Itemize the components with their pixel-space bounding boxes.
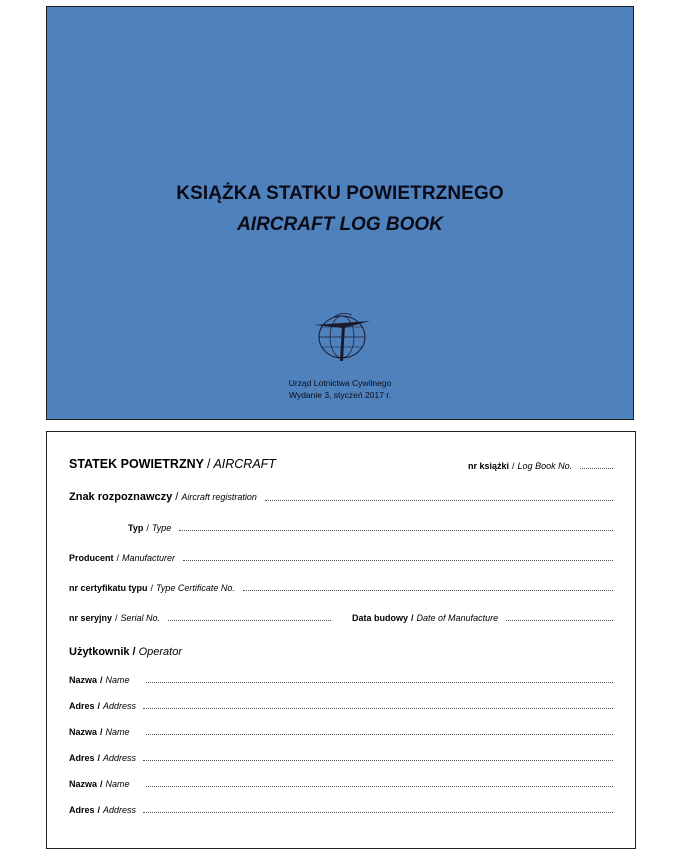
operator-address-field-3[interactable] xyxy=(143,812,613,813)
manufacturer-label-en: Manufacturer xyxy=(122,553,176,563)
operator-name-label-en: Name xyxy=(105,779,130,789)
operator-address-row-3: Adres / Address xyxy=(69,805,613,815)
operator-title-en: Operator xyxy=(138,646,182,658)
logbook-no-label-en: Log Book No. xyxy=(517,461,573,471)
operator-name-field-3[interactable] xyxy=(146,786,613,787)
operator-address-row-2: Adres / Address xyxy=(69,753,613,763)
serial-row: nr seryjny / Serial No. xyxy=(69,613,331,623)
operator-name-label-en: Name xyxy=(105,727,130,737)
operator-name-field-1[interactable] xyxy=(146,682,613,683)
operator-name-label-pl: Nazwa xyxy=(69,675,98,685)
operator-address-label-en: Address xyxy=(103,701,137,711)
cover-edition: Wydanie 3, styczeń 2017 r. xyxy=(289,390,391,400)
manufacturer-field[interactable] xyxy=(183,560,613,561)
type-certificate-label-pl: nr certyfikatu typu xyxy=(69,583,148,593)
operator-name-label-en: Name xyxy=(105,675,130,685)
operator-address-field-2[interactable] xyxy=(143,760,613,761)
type-field[interactable] xyxy=(179,530,613,531)
operator-address-label-pl: Adres xyxy=(69,753,95,763)
operator-address-label-en: Address xyxy=(103,753,137,763)
cover-title: KSIĄŻKA STATKU POWIETRZNEGO xyxy=(176,183,504,204)
registration-label-pl: Znak rozpoznawczy xyxy=(69,491,173,503)
cover-subtitle: AIRCRAFT LOG BOOK xyxy=(237,214,443,235)
operator-heading: Użytkownik / Operator xyxy=(69,646,182,658)
logbook-no-field[interactable] xyxy=(580,468,613,469)
date-of-manufacture-field[interactable] xyxy=(506,620,613,621)
date-of-manufacture-label-pl: Data budowy xyxy=(352,613,409,623)
cover-authority: Urząd Lotnictwa Cywilnego xyxy=(288,378,392,388)
civil-aviation-authority-logo-icon xyxy=(312,307,372,363)
type-row: Typ / Type xyxy=(128,523,613,533)
registration-row: Znak rozpoznawczy / Aircraft registration xyxy=(69,491,613,503)
operator-address-row-1: Adres / Address xyxy=(69,701,613,711)
type-certificate-field[interactable] xyxy=(243,590,613,591)
aircraft-form-page xyxy=(46,431,636,849)
operator-address-label-pl: Adres xyxy=(69,701,95,711)
type-certificate-label-en: Type Certificate No. xyxy=(156,583,235,593)
operator-name-row-1: Nazwa / Name xyxy=(69,675,613,685)
registration-field[interactable] xyxy=(265,500,613,501)
section-title-en: AIRCRAFT xyxy=(213,457,276,471)
slash: / xyxy=(206,457,211,471)
operator-address-label-en: Address xyxy=(103,805,137,815)
serial-label-en: Serial No. xyxy=(120,613,161,623)
manufacturer-row: Producent / Manufacturer xyxy=(69,553,613,563)
manufacturer-label-pl: Producent xyxy=(69,553,114,563)
date-of-manufacture-label-en: Date of Manufacture xyxy=(416,613,499,623)
date-of-manufacture-row: Data budowy / Date of Manufacture xyxy=(352,613,613,623)
registration-label-en: Aircraft registration xyxy=(181,492,257,502)
operator-address-label-pl: Adres xyxy=(69,805,95,815)
cover-page xyxy=(46,6,634,420)
type-certificate-row: nr certyfikatu typu / Type Certificate No. xyxy=(69,583,613,593)
logbook-no-label-pl: nr książki xyxy=(468,461,510,471)
serial-field[interactable] xyxy=(168,620,331,621)
section-header xyxy=(69,457,276,471)
serial-label-pl: nr seryjny xyxy=(69,613,113,623)
logbook-no-row: nr książki / Log Book No. xyxy=(468,461,613,471)
operator-name-label-pl: Nazwa xyxy=(69,779,98,789)
operator-name-row-2: Nazwa / Name xyxy=(69,727,613,737)
section-title-pl: STATEK POWIETRZNY xyxy=(69,457,204,471)
type-label-en: Type xyxy=(151,523,172,533)
operator-name-row-3: Nazwa / Name xyxy=(69,779,613,789)
operator-name-field-2[interactable] xyxy=(146,734,613,735)
operator-address-field-1[interactable] xyxy=(143,708,613,709)
operator-title-pl: Użytkownik xyxy=(69,646,130,658)
operator-name-label-pl: Nazwa xyxy=(69,727,98,737)
type-label-pl: Typ xyxy=(128,523,144,533)
